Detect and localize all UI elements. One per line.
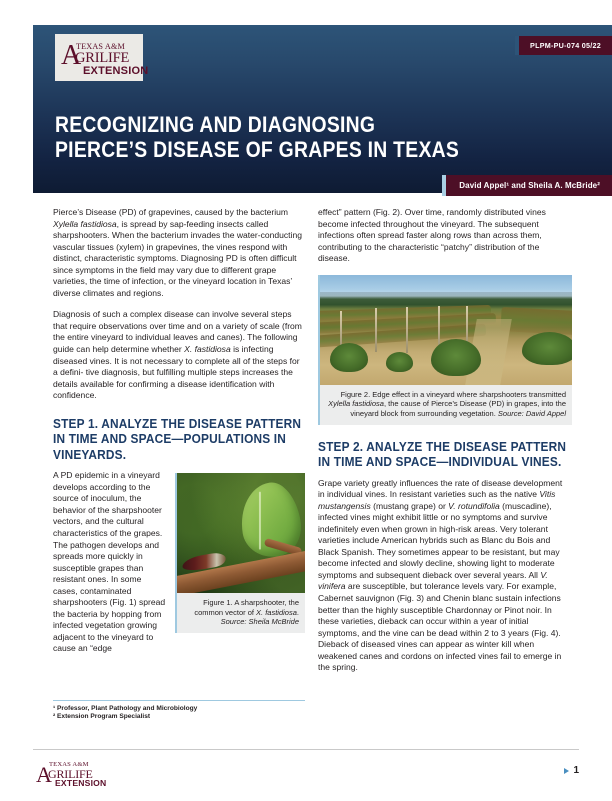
step-2-heading: STEP 2. ANALYZE THE DISEASE PATTERN IN TIME AND SPACE—INDIVIDUAL VINES. xyxy=(318,438,567,470)
diagnosis-text-b: is infecting diseased vines. It is not necessary to complete all of the steps for a defini- tive diagnosis, but fulfilling multiple steps increases the details available for confirming a disease identification with confidence. xyxy=(53,344,300,401)
figure-1-species: X. fastidiosa xyxy=(256,607,297,617)
edge-effect-paragraph: effect” pattern (Fig. 2). Over time, randomly distributed vines become infected throughout the vineyard. The subsequent infections often spread faster along rows than across them, contributing to the characteristic “patchy” distribution of the disease. xyxy=(318,207,546,264)
right-column xyxy=(318,207,570,674)
figure-2-source: Source: David Appel xyxy=(497,408,566,418)
species-v-vinifera: V. vinifera xyxy=(318,569,548,592)
logo-agrilife-text: GRILIFE xyxy=(75,49,130,66)
figure-1-caption-period: . xyxy=(296,607,299,617)
intro-paragraph: Pierce’s Disease (PD) of grapevines, caused by the bacterium Xylella fastidiosa, is spread by sap-feeding insects called sharpshooters. When the bacterium invades the water-conducting vascular tissues (xylem) in grapevines, the vines respond with distinct, characteristic symptoms. Diagnosing PD is often difficult since symptoms in the field may vary due to different grape varieties, the time of infection, or the vineyard location in Texas’ diverse climates and regions. xyxy=(53,207,302,298)
vineyard-photo xyxy=(320,275,572,385)
trellis-post xyxy=(406,307,408,353)
footer-logo-letter-a: A xyxy=(36,762,52,787)
vine-bush xyxy=(386,352,414,372)
figure-2-caption-b: , the cause of Pierce’s Disease (PD) in grapes, into the vineyard block from surrounding vegetation. xyxy=(350,399,566,418)
header-banner xyxy=(33,25,612,193)
page-number xyxy=(564,765,579,776)
horizon-haze xyxy=(320,292,572,299)
diagnosis-paragraph xyxy=(53,309,305,401)
page-title-line-1: RECOGNIZING AND DIAGNOSING xyxy=(55,112,376,137)
page-number-value: 1 xyxy=(573,765,579,776)
logo-extension-text: EXTENSION xyxy=(83,64,149,77)
variety-text-d: are susceptible, but tolerance levels vary. For example, Cabernet sauvignon (Fig. 3) and Chenin blanc sustain infections better than the highly susceptible Chardonnay or Pinot noir. In these varieties, dieback can occur within a year of initial symptoms, and the vine can be dead within 2 to 3 years (Fig. 4). Dieback of diseased vines can appear as winter kill when weakened canes and cordons on infected vines fail to emerge in the spring. xyxy=(318,581,562,673)
footer-logo-extension-text: EXTENSION xyxy=(55,778,107,788)
publication-number-badge: PLPM-PU-074 05/22 xyxy=(515,36,612,55)
figure-1 xyxy=(175,473,305,633)
species-vitis-mustangensis: Vitis mustangensis xyxy=(318,489,556,511)
figure-1-caption xyxy=(177,593,305,633)
footnotes xyxy=(53,700,305,722)
step-1-heading: STEP 1. ANALYZE THE DISEASE PATTERN IN TIME AND SPACE—POPULATIONS IN VINEYARDS. xyxy=(53,415,302,462)
footer-agrilife-logo xyxy=(36,759,108,787)
epidemic-paragraph: A PD epidemic in a vineyard develops according to the source of inoculum, the behavior of the sharpshooter vectors, and the cultural characteristics of the grapes. The pathogen develops and spreads more quickly in susceptible grapes than resistant ones. In some cases, contaminated sharpshooters (Fig. 1) spread the bacteria by hopping from infected vegetation growing adjacent to the vineyard to cause an “edge xyxy=(53,470,166,654)
footnote-2: ² Extension Program Specialist xyxy=(53,713,151,721)
variety-text-b: (mustang grape) or xyxy=(370,500,449,511)
agrilife-extension-logo xyxy=(55,34,149,81)
figure-1-caption-text: Figure 1. A sharpshooter, the common vector of xyxy=(194,598,299,617)
authors-badge: David Appel¹ and Sheila A. McBride² xyxy=(442,175,612,196)
figure-2-caption-a: Figure 2. Edge effect in a vineyard where sharpshooters transmitted xyxy=(340,389,566,399)
figure-2 xyxy=(318,275,572,425)
vine-bush xyxy=(522,332,572,365)
trellis-post xyxy=(375,308,377,352)
figure-2-species: Xylella fastidiosa xyxy=(328,399,384,409)
figure-2-caption xyxy=(320,385,572,425)
figure-1-source: Source: Sheila McBride xyxy=(220,617,299,627)
footer-logo-texas-am-text: TEXAS A&M xyxy=(49,761,89,768)
page-title-line-2: PIERCE’S DISEASE OF GRAPES IN TEXAS xyxy=(55,137,460,162)
variety-text-c: (muscadine), infected vines might exhibit little or no symptoms and survive indefinitely even when grown in high-risk areas. Very tolerant varieties include American hybrids such as Blanc du Bois and Black Spanish. They sometimes appear to be resistant, but may become infected and slowly decline, showing light to moderate symptoms and subsequent dieback over several years. All xyxy=(318,500,560,580)
logo-texas-am-text: TEXAS A&M xyxy=(76,41,125,51)
species-name-x-fastidiosa: X. fastidiosa xyxy=(184,344,231,355)
left-column xyxy=(53,207,305,655)
species-name-xylella: Xylella fastidiosa xyxy=(53,218,117,229)
logo-letter-a: A xyxy=(61,39,82,71)
variety-text-a: Grape variety greatly influences the rate of disease development in individual vines. In resistant varieties such as the native xyxy=(318,477,563,500)
vine-bush xyxy=(330,343,368,372)
footer-divider xyxy=(33,749,579,750)
footer-logo-agrilife-text: GRILIFE xyxy=(48,767,93,781)
page-title xyxy=(55,112,459,162)
page-arrow-icon xyxy=(564,768,569,774)
sharpshooter-photo xyxy=(177,473,305,593)
footnote-1: ¹ Professor, Plant Pathology and Microbiology xyxy=(53,705,198,712)
species-v-rotundifolia: V. rotundifolia xyxy=(448,500,500,511)
grape-variety-paragraph xyxy=(318,478,570,674)
diagnosis-text-a: Diagnosis of such a complex disease can involve several steps that require observations over time and on a variety of scale (from the entire vineyard to individual leaves and canes). The following guide can help determine whether xyxy=(53,309,302,355)
